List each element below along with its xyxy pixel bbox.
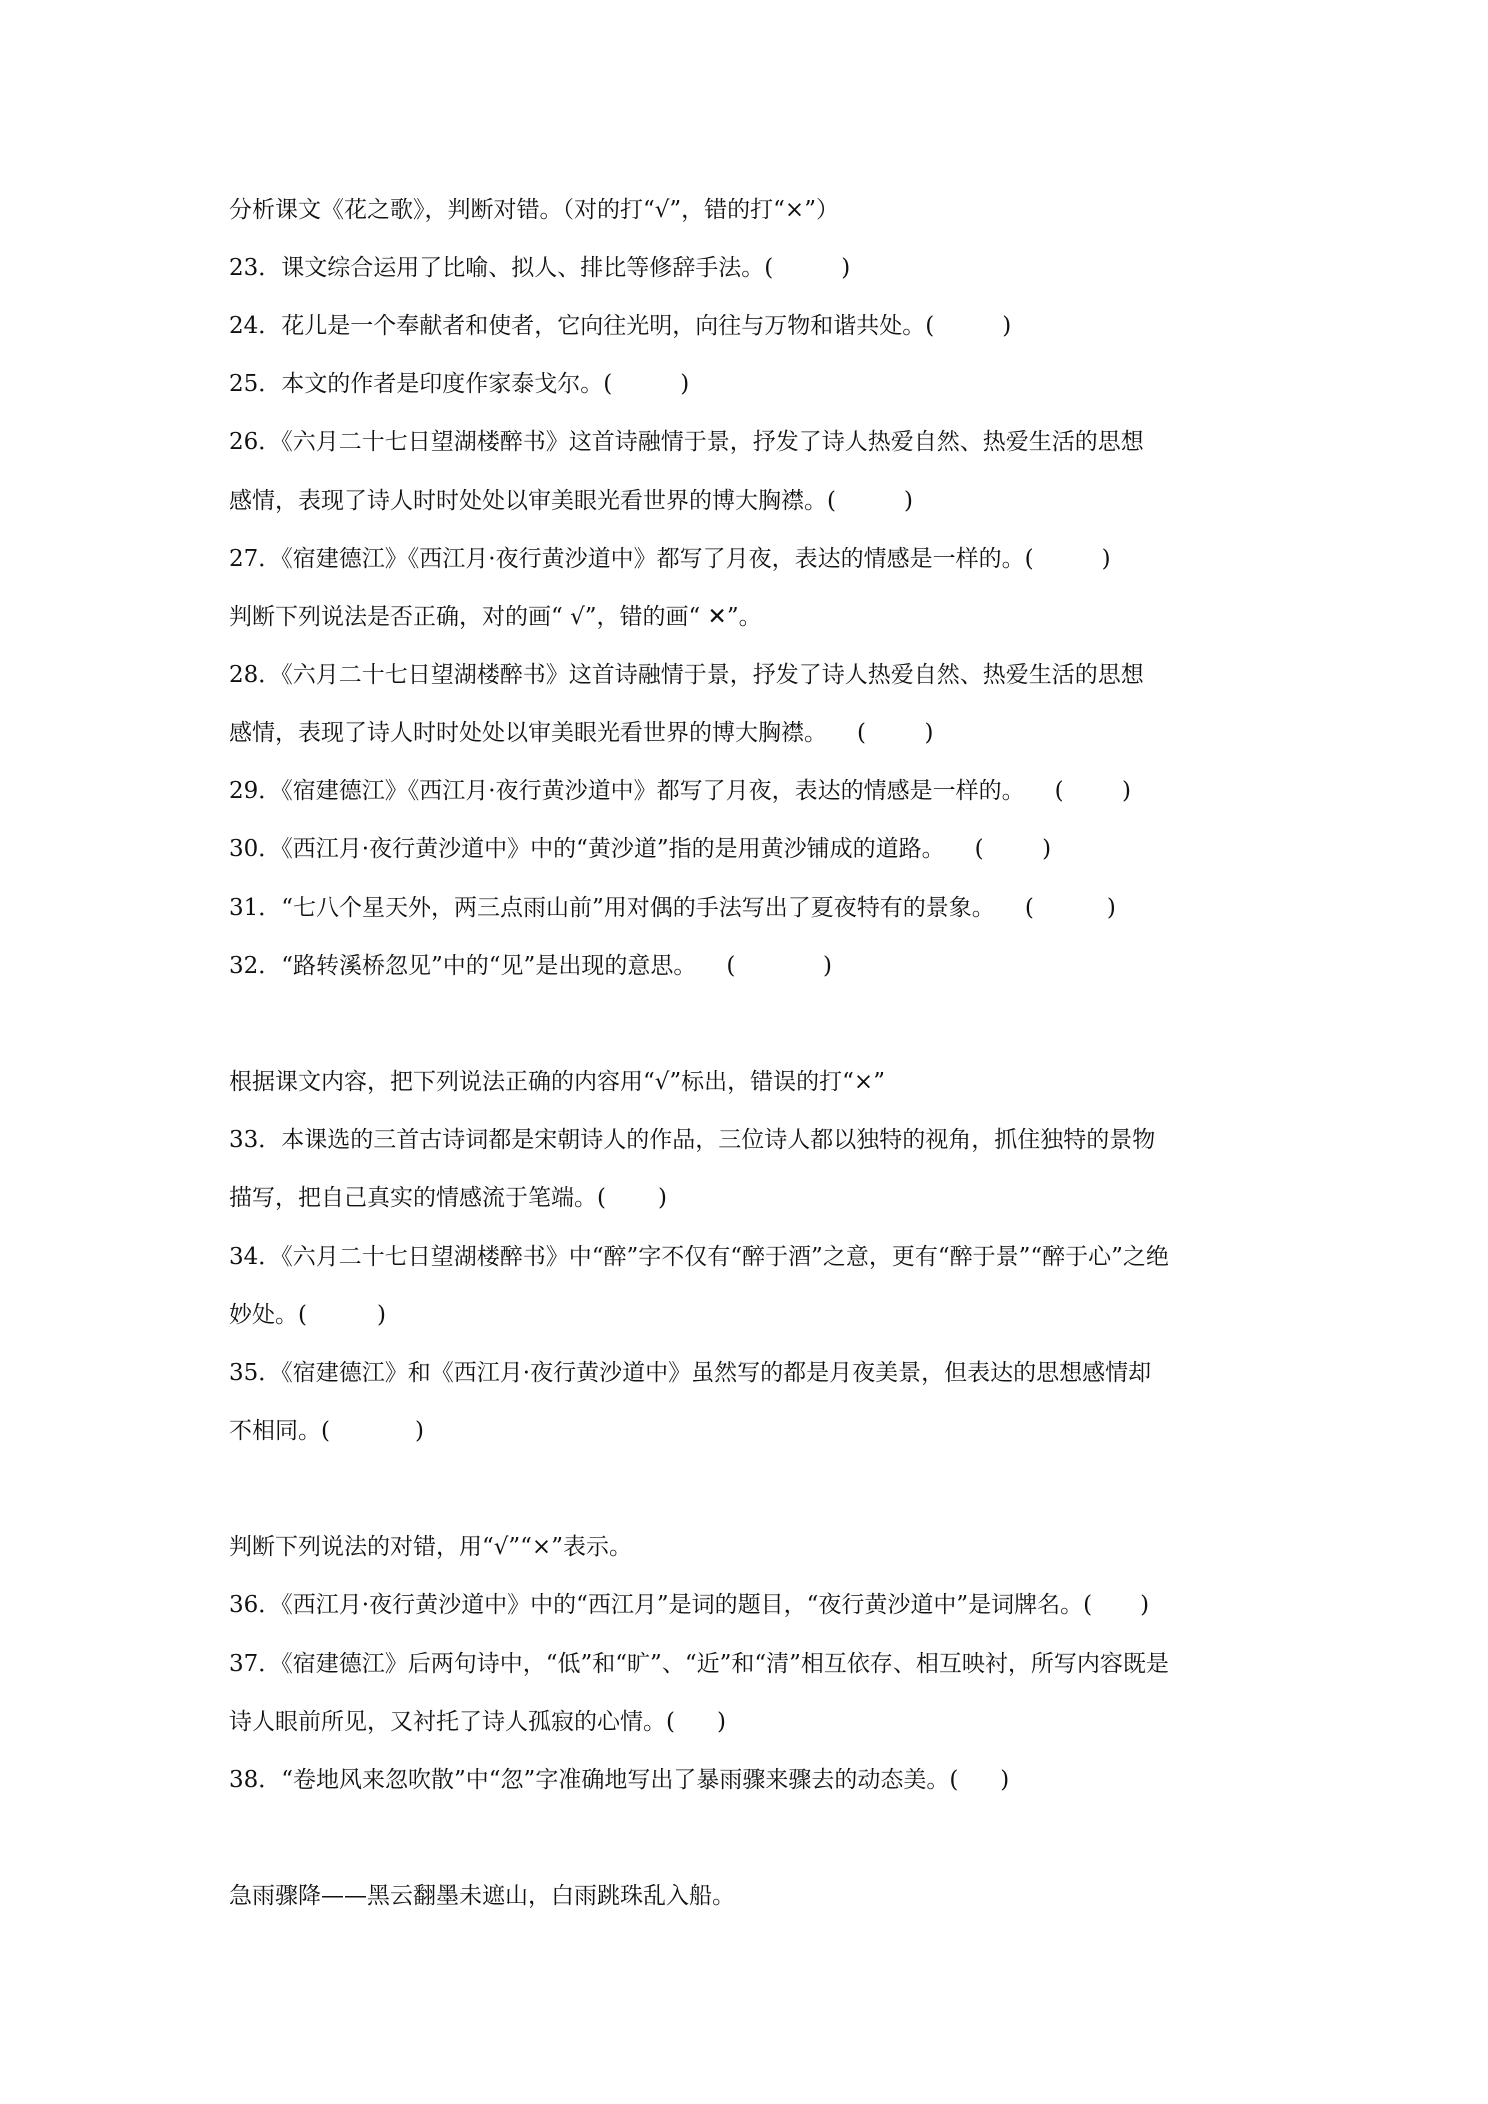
question-26-continued <box>229 486 913 516</box>
section-instruction: 判断下列说法的对错，用“√”“×”表示。 <box>229 1534 632 1560</box>
question-text: 《六月二十七日望湖楼醉书》这首诗融情于景，抒发了诗人热爱自然、热爱生活的思想 <box>281 662 1144 688</box>
question-text: 课文综合运用了比喻、拟人、排比等修辞手法。( <box>281 255 774 281</box>
question-text: 《宿建德江》《西江月·夜行黄沙道中》都写了月夜，表达的情感是一样的。 <box>281 778 1025 804</box>
question-text: 本文的作者是印度作家泰戈尔。( <box>281 371 613 397</box>
question-text: 诗人眼前所见，又衬托了诗人孤寂的心情。( <box>229 1709 675 1735</box>
question-28-continued <box>229 718 933 748</box>
question-number: 36． <box>229 1592 282 1618</box>
question-number: 28． <box>229 662 282 688</box>
question-25 <box>229 369 689 399</box>
question-number: 31． <box>229 895 282 921</box>
question-text: 妙处。( <box>229 1302 307 1328</box>
question-text: 《西江月·夜行黄沙道中》中的“西江月”是词的题目，“夜行黄沙道中”是词牌名。( <box>281 1592 1093 1618</box>
question-text: “路转溪桥忽见”中的“见”是出现的意思。 <box>281 953 697 979</box>
answer-blank[interactable]: ) <box>414 1418 424 1444</box>
question-text: 描写，把自己真实的情感流于笔端。( <box>229 1185 606 1211</box>
answer-blank[interactable]: ) <box>1101 546 1111 572</box>
answer-blank[interactable]: ) <box>680 371 690 397</box>
question-number: 26． <box>229 429 282 455</box>
section-instruction: 判断下列说法是否正确，对的画“ √”，错的画“ ✕”。 <box>229 604 762 630</box>
question-text: “卷地风来忽吹散”中“忽”字准确地写出了暴雨骤来骤去的动态美。( <box>281 1767 959 1793</box>
question-33-continued <box>229 1183 667 1213</box>
question-32 <box>229 951 832 981</box>
question-text: “七八个星天外，两三点雨山前”用对偶的手法写出了夏夜特有的景象。 <box>281 895 995 921</box>
section-instruction: 根据课文内容，把下列说法正确的内容用“√”标出，错误的打“×” <box>229 1069 885 1095</box>
question-number: 35． <box>229 1360 282 1386</box>
question-text: 《宿建德江》《西江月·夜行黄沙道中》都写了月夜，表达的情感是一样的。( <box>281 546 1034 572</box>
section-instruction: 分析课文《花之歌》，判断对错。（对的打“√”，错的打“×”） <box>229 197 839 223</box>
answer-blank[interactable]: ( ) <box>1024 895 1116 921</box>
question-text: 本课选的三首古诗词都是宋朝诗人的作品，三位诗人都以独特的视角，抓住独特的景物 <box>281 1127 1156 1153</box>
question-30 <box>229 834 1051 864</box>
question-number: 34． <box>229 1244 282 1270</box>
question-text: 感情，表现了诗人时时处处以审美眼光看世界的博大胸襟。 <box>229 720 827 746</box>
question-34 <box>229 1242 1169 1272</box>
question-text: 《六月二十七日望湖楼醉书》中“醉”字不仅有“醉于酒”之意，更有“醉于景”“醉于心”之绝 <box>281 1244 1169 1270</box>
answer-blank[interactable]: ) <box>657 1185 667 1211</box>
answer-blank[interactable]: ( ) <box>857 720 934 746</box>
question-37-continued <box>229 1707 726 1737</box>
question-number: 29． <box>229 778 282 804</box>
question-number: 30． <box>229 836 282 862</box>
question-number: 27． <box>229 546 282 572</box>
answer-blank[interactable]: ) <box>903 488 913 514</box>
answer-blank[interactable]: ( ) <box>726 953 833 979</box>
question-28 <box>229 660 1144 690</box>
question-31 <box>229 893 1116 923</box>
question-35 <box>229 1358 1151 1388</box>
question-33 <box>229 1125 1155 1155</box>
question-23 <box>229 253 850 283</box>
question-text: 不相同。( <box>229 1418 330 1444</box>
question-number: 32． <box>229 953 282 979</box>
question-number: 23． <box>229 255 282 281</box>
answer-blank[interactable]: ( ) <box>1054 778 1132 804</box>
question-text: 花儿是一个奉献者和使者，它向往光明，向往与万物和谐共处。( <box>281 313 935 339</box>
answer-blank[interactable]: ) <box>1140 1592 1150 1618</box>
question-number: 24． <box>229 313 282 339</box>
answer-blank[interactable]: ) <box>376 1302 386 1328</box>
answer-blank[interactable]: ) <box>716 1709 726 1735</box>
question-text: 《西江月·夜行黄沙道中》中的“黄沙道”指的是用黄沙铺成的道路。 <box>281 836 945 862</box>
question-26 <box>229 427 1144 457</box>
question-36 <box>229 1590 1149 1620</box>
question-text: 《宿建德江》后两句诗中，“低”和“旷”、“近”和“清”相互依存、相互映衬，所写内容既是 <box>281 1651 1169 1677</box>
question-38 <box>229 1765 1009 1795</box>
question-text: 《六月二十七日望湖楼醉书》这首诗融情于景，抒发了诗人热爱自然、热爱生活的思想 <box>281 429 1144 455</box>
question-29 <box>229 776 1131 806</box>
question-number: 38． <box>229 1767 282 1793</box>
answer-blank[interactable]: ) <box>1002 313 1012 339</box>
question-number: 25． <box>229 371 282 397</box>
question-number: 33． <box>229 1127 282 1153</box>
answer-blank[interactable]: ) <box>1000 1767 1010 1793</box>
question-37 <box>229 1649 1169 1679</box>
answer-blank[interactable]: ( ) <box>974 836 1052 862</box>
answer-blank[interactable]: ) <box>841 255 851 281</box>
question-24 <box>229 311 1011 341</box>
question-34-continued <box>229 1300 386 1330</box>
question-text: 《宿建德江》和《西江月·夜行黄沙道中》虽然写的都是月夜美景，但表达的思想感情却 <box>281 1360 1152 1386</box>
question-27 <box>229 544 1111 574</box>
question-35-continued <box>229 1416 424 1446</box>
question-text: 感情，表现了诗人时时处处以审美眼光看世界的博大胸襟。( <box>229 488 836 514</box>
question-number: 37． <box>229 1651 282 1677</box>
closing-line: 急雨骤降——黑云翻墨未遮山，白雨跳珠乱入船。 <box>229 1883 735 1909</box>
